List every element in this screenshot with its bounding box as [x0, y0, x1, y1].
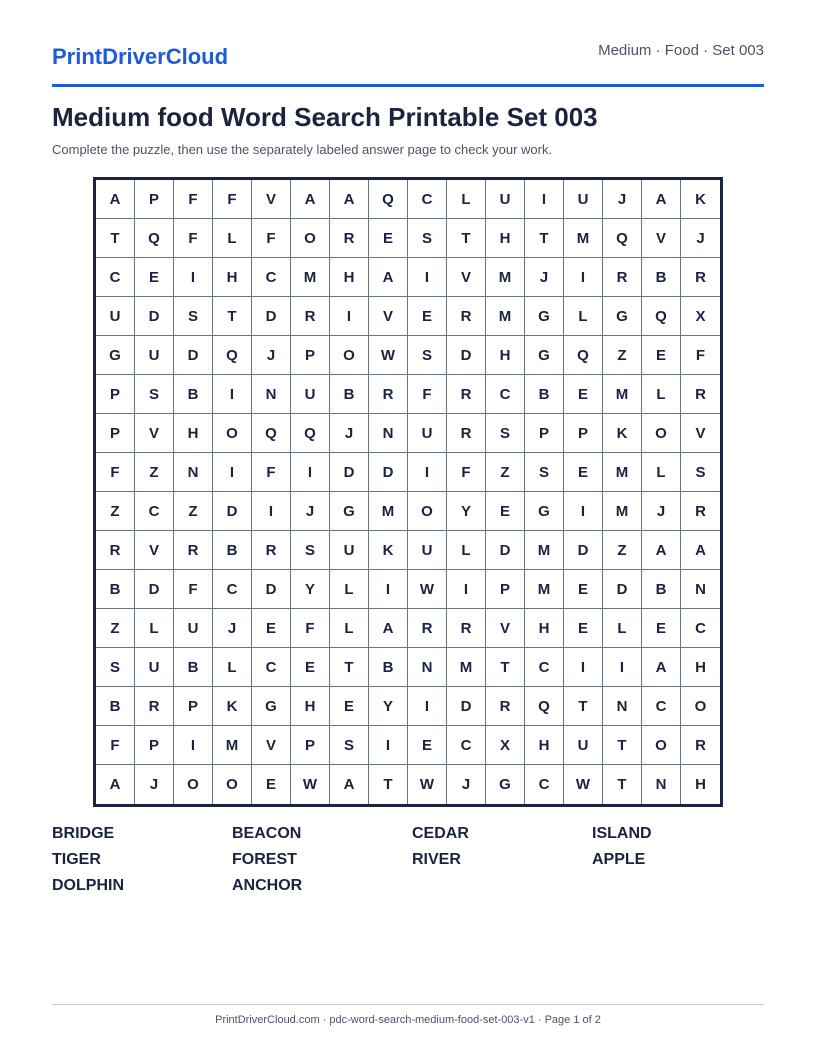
grid-cell: G [525, 492, 564, 531]
brand-logo[interactable]: PrintDriverCloud [52, 44, 229, 69]
grid-cell: R [681, 492, 720, 531]
grid-cell: B [96, 570, 135, 609]
grid-cell: O [642, 414, 681, 453]
grid-cell: C [525, 765, 564, 804]
grid-cell: H [525, 726, 564, 765]
grid-cell: M [603, 375, 642, 414]
grid-cell: J [330, 414, 369, 453]
grid-cell: R [135, 687, 174, 726]
grid-cell: M [525, 531, 564, 570]
grid-cell: G [486, 765, 525, 804]
grid-cell: R [447, 375, 486, 414]
grid-cell: A [642, 531, 681, 570]
grid-cell: I [369, 726, 408, 765]
grid-cell: F [447, 453, 486, 492]
grid-cell: W [291, 765, 330, 804]
grid-cell: N [681, 570, 720, 609]
grid-cell: D [213, 492, 252, 531]
grid-cell: E [642, 336, 681, 375]
grid-cell: R [291, 297, 330, 336]
word-list-item: APPLE [592, 851, 646, 868]
page-footer: PrintDriverCloud.com · pdc-word-search-medium-food-set-003-v1 · Page 1 of 2 [215, 1014, 601, 1026]
grid-cell: T [525, 219, 564, 258]
grid-cell: I [447, 570, 486, 609]
word-list-item: BRIDGE [52, 825, 115, 842]
grid-cell: P [96, 414, 135, 453]
grid-cell: T [213, 297, 252, 336]
grid-cell: B [369, 648, 408, 687]
grid-cell: D [564, 531, 603, 570]
grid-cell: Y [291, 570, 330, 609]
grid-cell: I [408, 453, 447, 492]
grid-cell: H [291, 687, 330, 726]
grid-cell: M [447, 648, 486, 687]
footer-divider [52, 1004, 764, 1005]
grid-cell: S [96, 648, 135, 687]
grid-cell: U [291, 375, 330, 414]
grid-cell: L [642, 375, 681, 414]
grid-cell: M [486, 258, 525, 297]
grid-cell: X [486, 726, 525, 765]
grid-cell: A [369, 258, 408, 297]
grid-cell: C [681, 609, 720, 648]
grid-cell: S [330, 726, 369, 765]
grid-cell: T [603, 765, 642, 804]
grid-cell: M [564, 219, 603, 258]
grid-cell: F [252, 219, 291, 258]
grid-cell: C [213, 570, 252, 609]
grid-cell: J [252, 336, 291, 375]
grid-cell: Y [447, 492, 486, 531]
grid-cell: R [174, 531, 213, 570]
grid-cell: P [174, 687, 213, 726]
grid-cell: H [695, 776, 706, 793]
grid-cell: T [96, 219, 135, 258]
grid-cell: Z [603, 336, 642, 375]
grid-cell: Q [213, 336, 252, 375]
grid-cell: B [174, 648, 213, 687]
grid-cell: N [642, 765, 681, 804]
grid-cell: R [447, 414, 486, 453]
grid-cell: N [408, 648, 447, 687]
grid-cell: X [681, 297, 720, 336]
grid-cell: I [291, 453, 330, 492]
grid-cell: O [291, 219, 330, 258]
grid-cell: M [291, 258, 330, 297]
grid-cell: U [408, 414, 447, 453]
grid-cell: B [213, 531, 252, 570]
grid-cell: L [447, 180, 486, 219]
grid-cell: V [447, 258, 486, 297]
grid-cell: U [564, 180, 603, 219]
grid-cell: D [447, 336, 486, 375]
grid-cell: A [330, 180, 369, 219]
grid-cell: L [330, 570, 369, 609]
grid-cell: O [174, 765, 213, 804]
grid-cell: D [369, 453, 408, 492]
word-list-item: CEDAR [412, 825, 469, 842]
grid-cell: Z [174, 492, 213, 531]
grid-cell: H [486, 219, 525, 258]
grid-cell: T [447, 219, 486, 258]
grid-cell: Q [369, 180, 408, 219]
grid-cell: B [642, 258, 681, 297]
grid-cell: W [369, 336, 408, 375]
grid-cell: E [291, 648, 330, 687]
grid-cell: H [681, 648, 720, 687]
grid-cell: H [486, 336, 525, 375]
grid-cell: U [135, 648, 174, 687]
grid-cell: Q [291, 414, 330, 453]
grid-cell: N [174, 453, 213, 492]
page-header [52, 40, 764, 87]
grid-cell: G [603, 297, 642, 336]
grid-cell: I [330, 297, 369, 336]
grid-cell: U [330, 531, 369, 570]
grid-cell: V [252, 726, 291, 765]
grid-cell: B [642, 570, 681, 609]
grid-cell: R [603, 258, 642, 297]
grid-cell: K [369, 531, 408, 570]
grid-cell: R [330, 219, 369, 258]
grid-cell: Q [525, 687, 564, 726]
grid-cell: J [135, 765, 174, 804]
grid-cell: I [369, 570, 408, 609]
grid-cell: I [252, 492, 291, 531]
grid-cell: C [252, 258, 291, 297]
grid-cell: P [525, 414, 564, 453]
grid-cell: E [564, 375, 603, 414]
grid-cell: T [603, 726, 642, 765]
word-list-item: TIGER [52, 851, 101, 868]
grid-cell: R [96, 531, 135, 570]
grid-cell: I [174, 258, 213, 297]
grid-cell: R [681, 258, 720, 297]
grid-cell: D [135, 297, 174, 336]
grid-cell: L [330, 609, 369, 648]
grid-cell: V [681, 414, 720, 453]
word-list-item: ISLAND [592, 825, 652, 842]
grid-cell: U [174, 609, 213, 648]
grid-cell: S [135, 375, 174, 414]
grid-cell: R [486, 687, 525, 726]
grid-cell: F [174, 180, 213, 219]
grid-cell: A [642, 648, 681, 687]
grid-cell: K [213, 687, 252, 726]
grid-cell: J [213, 609, 252, 648]
grid-cell: A [330, 765, 369, 804]
grid-cell: M [213, 726, 252, 765]
grid-cell: B [330, 375, 369, 414]
grid-cell: N [252, 375, 291, 414]
grid-cell: J [681, 219, 720, 258]
grid-cell: O [213, 765, 252, 804]
grid-cell: G [252, 687, 291, 726]
grid-cell: U [96, 297, 135, 336]
grid-cell: V [252, 180, 291, 219]
grid-cell: W [408, 765, 447, 804]
grid-cell: T [486, 648, 525, 687]
grid-cell: L [642, 453, 681, 492]
grid-cell: F [96, 726, 135, 765]
grid-cell: J [642, 492, 681, 531]
grid-cell: W [564, 765, 603, 804]
grid-cell: O [213, 414, 252, 453]
grid-cell: N [369, 414, 408, 453]
breadcrumb: Medium · Food · Set 003 [598, 42, 764, 59]
grid-cell: H [213, 258, 252, 297]
grid-cell: C [135, 492, 174, 531]
page-subtitle: Complete the puzzle, then use the separately labeled answer page to check your work. [52, 142, 553, 157]
grid-cell: C [447, 726, 486, 765]
grid-cell: E [408, 297, 447, 336]
grid-cell: I [213, 375, 252, 414]
word-list-item: DOLPHIN [52, 877, 124, 894]
grid-cell: P [135, 726, 174, 765]
grid-cell: A [291, 180, 330, 219]
grid-cell: J [525, 258, 564, 297]
grid-cell: O [681, 687, 720, 726]
grid-cell: E [564, 570, 603, 609]
grid-cell: P [291, 726, 330, 765]
grid-cell: Q [642, 297, 681, 336]
grid-cell: I [603, 648, 642, 687]
grid-cell: J [603, 180, 642, 219]
grid-cell: V [642, 219, 681, 258]
word-list-item: BEACON [232, 825, 302, 842]
grid-cell: E [135, 258, 174, 297]
grid-cell: N [603, 687, 642, 726]
grid-cell: M [603, 492, 642, 531]
grid-cell: H [174, 414, 213, 453]
grid-cell: U [135, 336, 174, 375]
grid-cell: E [252, 765, 291, 804]
grid-cell: E [564, 453, 603, 492]
page-title: Medium food Word Search Printable Set 003 [52, 102, 598, 132]
grid-cell: R [447, 609, 486, 648]
grid-cell: D [135, 570, 174, 609]
grid-cell: E [369, 219, 408, 258]
grid-cell: O [642, 726, 681, 765]
grid-cell: F [408, 375, 447, 414]
grid-cell: S [291, 531, 330, 570]
grid-cell: A [369, 609, 408, 648]
grid-cell: T [564, 687, 603, 726]
grid-cell: Z [486, 453, 525, 492]
grid-cell: R [681, 375, 720, 414]
grid-cell: E [408, 726, 447, 765]
grid-cell: I [564, 492, 603, 531]
grid-cell: V [135, 414, 174, 453]
grid-cell: F [681, 336, 720, 375]
grid-cell: R [369, 375, 408, 414]
grid-cell: D [252, 570, 291, 609]
grid-cell: U [408, 531, 447, 570]
grid-cell: Q [135, 219, 174, 258]
grid-cell: R [447, 297, 486, 336]
grid-cell: K [603, 414, 642, 453]
grid-cell: E [486, 492, 525, 531]
grid-cell: E [564, 609, 603, 648]
grid-cell: I [408, 687, 447, 726]
grid-cell: L [213, 219, 252, 258]
grid-cell: P [96, 375, 135, 414]
grid-cell: Z [96, 609, 135, 648]
grid-cell: Q [603, 219, 642, 258]
grid-cell: D [447, 687, 486, 726]
grid-cell: S [486, 414, 525, 453]
grid-cell: D [252, 297, 291, 336]
grid-cell: I [213, 453, 252, 492]
grid-cell: L [213, 648, 252, 687]
grid-cell: D [603, 570, 642, 609]
grid-cell: M [369, 492, 408, 531]
grid-cell: F [96, 453, 135, 492]
grid-cell: M [603, 453, 642, 492]
grid-cell: D [486, 531, 525, 570]
grid-cell: F [174, 219, 213, 258]
grid-cell: I [174, 726, 213, 765]
grid-cell: Q [252, 414, 291, 453]
word-search-grid [93, 177, 723, 807]
grid-cell: A [96, 765, 135, 804]
word-list-item: ANCHOR [232, 877, 303, 894]
grid-cell: F [252, 453, 291, 492]
grid-cell: I [408, 258, 447, 297]
grid-cell: O [330, 336, 369, 375]
grid-cell: L [564, 297, 603, 336]
grid-cell: L [135, 609, 174, 648]
grid-cell: C [642, 687, 681, 726]
grid-cell: Z [603, 531, 642, 570]
grid-cell: J [447, 765, 486, 804]
grid-cell: I [564, 258, 603, 297]
grid-cell: H [525, 609, 564, 648]
grid-cell: A [642, 180, 681, 219]
grid-cell: E [642, 609, 681, 648]
grid-cell: E [252, 609, 291, 648]
grid-cell: F [291, 609, 330, 648]
grid-cell: S [525, 453, 564, 492]
grid-cell: K [681, 180, 720, 219]
grid-cell: D [330, 453, 369, 492]
grid-cell: G [525, 297, 564, 336]
grid-cell: S [174, 297, 213, 336]
grid-cell: Z [96, 492, 135, 531]
grid-cell: I [564, 648, 603, 687]
grid-cell: H [330, 258, 369, 297]
grid-cell: B [525, 375, 564, 414]
grid-cell: P [291, 336, 330, 375]
grid-cell: T [330, 648, 369, 687]
grid-cell: T [369, 765, 408, 804]
grid-cell: S [408, 219, 447, 258]
grid-cell: J [291, 492, 330, 531]
grid-cell: S [408, 336, 447, 375]
grid-cell: V [135, 531, 174, 570]
grid-cell: Y [369, 687, 408, 726]
grid-cell: O [408, 492, 447, 531]
grid-cell: A [96, 180, 135, 219]
grid-cell: S [681, 453, 720, 492]
grid-cell: I [525, 180, 564, 219]
grid-cell: P [486, 570, 525, 609]
word-list-item: FOREST [232, 851, 297, 868]
grid-cell: M [486, 297, 525, 336]
grid-cell: F [174, 570, 213, 609]
grid-cell: U [486, 180, 525, 219]
grid-cell: F [213, 180, 252, 219]
grid-cell: A [681, 531, 720, 570]
grid-cell: P [135, 180, 174, 219]
grid-cell: V [486, 609, 525, 648]
grid-cell: R [681, 726, 720, 765]
grid-cell: L [447, 531, 486, 570]
grid-cell: V [369, 297, 408, 336]
grid-cell: M [525, 570, 564, 609]
grid-cell: U [564, 726, 603, 765]
grid-cell: C [96, 258, 135, 297]
grid-cell: G [96, 336, 135, 375]
grid-cell: R [252, 531, 291, 570]
grid-cell: B [174, 375, 213, 414]
grid-cell: R [408, 609, 447, 648]
grid-cell: G [525, 336, 564, 375]
grid-cell: C [525, 648, 564, 687]
grid-cell: Q [564, 336, 603, 375]
grid-cell: C [408, 180, 447, 219]
grid-cell: Z [135, 453, 174, 492]
grid-cell: L [603, 609, 642, 648]
word-list [52, 825, 772, 895]
grid-cell: C [252, 648, 291, 687]
grid-cell: C [486, 375, 525, 414]
grid-cell: P [564, 414, 603, 453]
grid-cell: B [96, 687, 135, 726]
grid-cell: G [330, 492, 369, 531]
word-list-item: RIVER [412, 851, 461, 868]
grid-cell: W [408, 570, 447, 609]
grid-cell: D [174, 336, 213, 375]
grid-cell: E [330, 687, 369, 726]
